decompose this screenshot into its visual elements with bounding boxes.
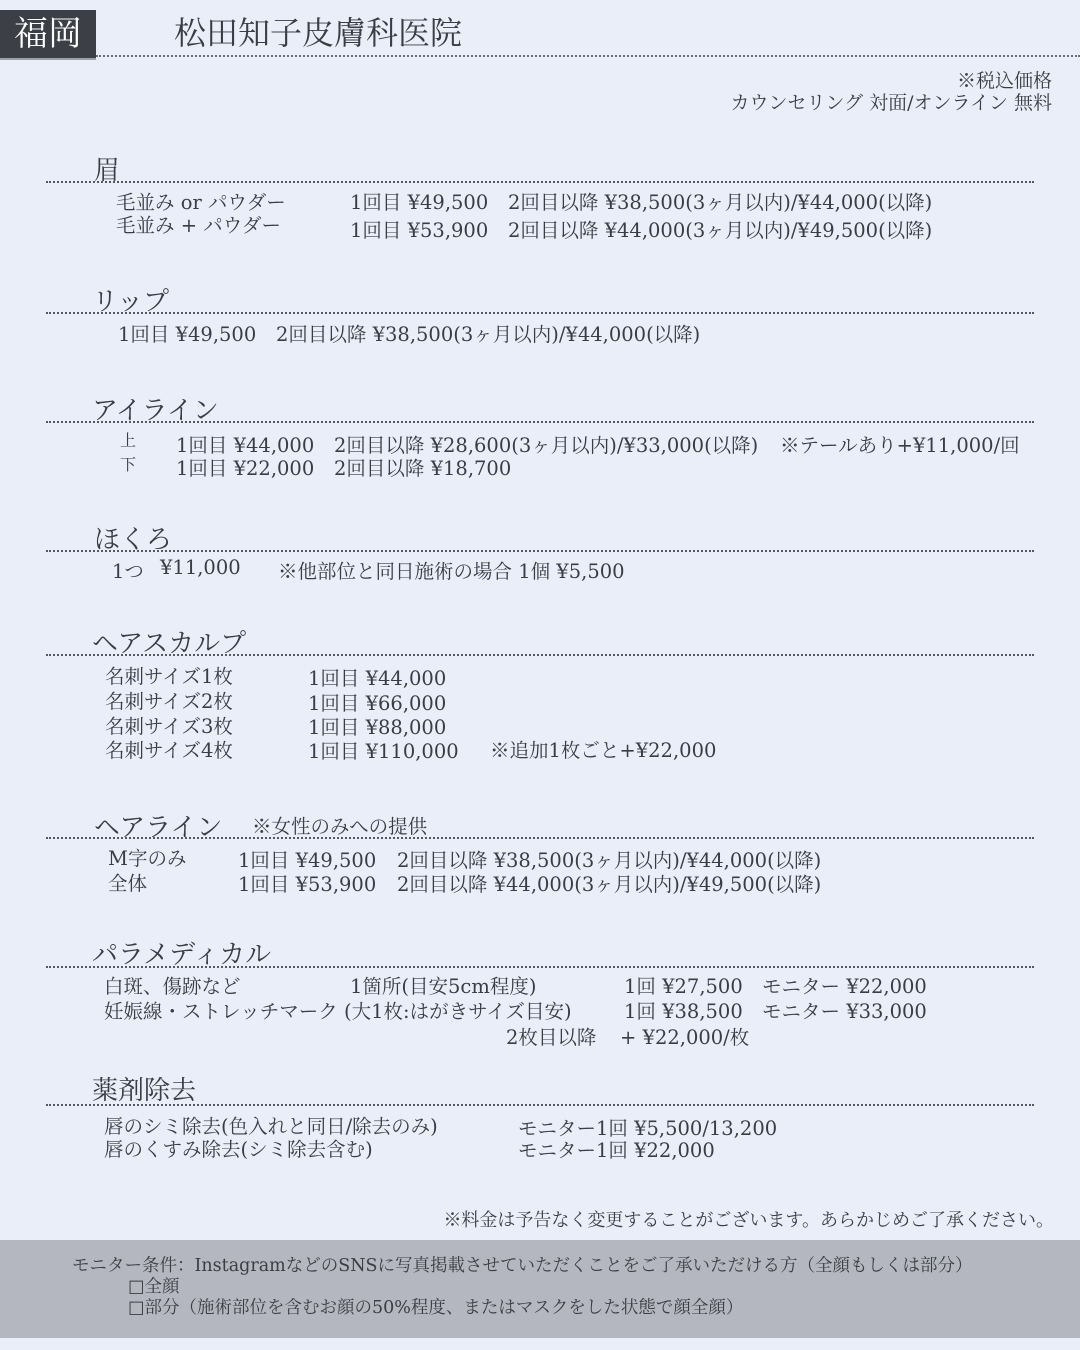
price-change-note: ※料金は予告なく変更することがございます。あらかじめご了承ください。 — [443, 1210, 1054, 1231]
title-divider — [96, 55, 1080, 57]
removal-row-label: 唇のくすみ除去(シミ除去含む) — [104, 1138, 373, 1161]
section-title-removal: 薬剤除去 — [92, 1076, 197, 1106]
eyeline-row-repeat-price: 2回目以降 ¥18,700 — [334, 457, 512, 480]
clinic-name: 松田知子皮膚科医院 — [174, 14, 463, 52]
brow-row-label: 毛並み + パウダー — [116, 214, 282, 237]
paramedical-row-price: 1回 ¥38,500 — [624, 1000, 743, 1023]
paramedical-extra-price: + ¥22,000/枚 — [620, 1026, 750, 1049]
section-divider — [46, 837, 1034, 839]
section-divider — [46, 1104, 1034, 1106]
lip-row-repeat-price: 2回目以降 ¥38,500(3ヶ月以内)/¥44,000(以降) — [276, 323, 701, 346]
removal-row-price: モニター1回 ¥22,000 — [518, 1139, 715, 1162]
counseling-note: カウンセリング 対面/オンライン 無料 — [730, 92, 1052, 114]
paramedical-row-label: 白斑、傷跡など — [104, 975, 241, 998]
hairline-row-repeat-price: 2回目以降 ¥38,500(3ヶ月以内)/¥44,000(以降) — [397, 849, 822, 872]
brow-row-first-price: 1回目 ¥49,500 — [350, 191, 489, 214]
scalp-row-first-price: 1回目 ¥110,000 — [308, 740, 459, 763]
eyeline-row-label: 下 — [120, 455, 137, 474]
paramedical-row-label: 妊娠線・ストレッチマーク (大1枚:はがきサイズ目安) — [104, 1000, 572, 1023]
monitor-option-full: □全顔 — [128, 1277, 180, 1297]
eyeline-tail-note: ※テールあり+¥11,000/回 — [780, 434, 1020, 457]
eyeline-row-label: 上 — [120, 431, 137, 450]
hairline-row-label: 全体 — [108, 872, 148, 895]
section-divider — [46, 181, 1034, 183]
eyeline-row-first-price: 1回目 ¥22,000 — [176, 457, 315, 480]
paramedical-row-detail: 1箇所(目安5cm程度) — [350, 975, 537, 998]
scalp-row-label: 名刺サイズ1枚 — [105, 665, 233, 688]
scalp-row-label: 名刺サイズ3枚 — [105, 715, 233, 738]
scalp-row-label: 名刺サイズ4枚 — [105, 739, 233, 762]
scalp-add-note: ※追加1枚ごと+¥22,000 — [490, 739, 717, 762]
paramedical-row-monitor-price: モニター ¥22,000 — [762, 975, 927, 998]
hairline-row-repeat-price: 2回目以降 ¥44,000(3ヶ月以内)/¥49,500(以降) — [397, 873, 822, 896]
eyeline-row-first-price: 1回目 ¥44,000 — [176, 434, 315, 457]
section-title-scalp: ヘアスカルプ — [92, 629, 247, 659]
brow-row-first-price: 1回目 ¥53,900 — [350, 219, 489, 242]
tax-note: ※税込価格 — [956, 70, 1052, 92]
section-title-paramedical: パラメディカル — [92, 940, 272, 970]
brow-row-repeat-price: 2回目以降 ¥38,500(3ヶ月以内)/¥44,000(以降) — [508, 191, 933, 214]
city-badge: 福岡 — [0, 10, 96, 58]
paramedical-row-price: 1回 ¥27,500 — [624, 975, 743, 998]
section-divider — [46, 421, 1034, 423]
mole-row-label: 1つ — [112, 560, 144, 583]
brow-row-label: 毛並み or パウダー — [116, 191, 286, 214]
section-title-eyeline: アイライン — [92, 396, 219, 426]
eyeline-row-repeat-price: 2回目以降 ¥28,600(3ヶ月以内)/¥33,000(以降) — [334, 434, 759, 457]
scalp-row-first-price: 1回目 ¥66,000 — [308, 692, 447, 715]
hairline-row-label: M字のみ — [108, 847, 187, 870]
scalp-row-label: 名刺サイズ2枚 — [105, 690, 233, 713]
section-divider — [46, 312, 1034, 314]
mole-row-note: ※他部位と同日施術の場合 1個 ¥5,500 — [278, 560, 625, 583]
scalp-row-first-price: 1回目 ¥88,000 — [308, 716, 447, 739]
section-title-hairline: ヘアライン — [94, 813, 223, 843]
section-title-mole: ほくろ — [94, 525, 173, 555]
monitor-condition-text: モニター条件：InstagramなどのSNSに写真掲載させていただくことをご了承いただける方（全顔もしくは部分） — [72, 1256, 973, 1276]
section-title-brow: 眉 — [94, 156, 121, 186]
brow-row-repeat-price: 2回目以降 ¥44,000(3ヶ月以内)/¥49,500(以降) — [508, 219, 933, 242]
hairline-women-only-note: ※女性のみへの提供 — [252, 815, 428, 838]
monitor-option-partial: □部分（施術部位を含むお顔の50%程度、またはマスクをした状態で顔全顔） — [128, 1298, 744, 1318]
section-divider — [46, 966, 1034, 968]
removal-row-label: 唇のシミ除去(色入れと同日/除去のみ) — [104, 1115, 438, 1138]
mole-row-price: ¥11,000 — [160, 556, 241, 579]
lip-row-first-price: 1回目 ¥49,500 — [118, 323, 257, 346]
hairline-row-first-price: 1回目 ¥49,500 — [238, 849, 377, 872]
paramedical-extra-label: 2枚目以降 — [506, 1026, 597, 1049]
section-title-lip: リップ — [92, 287, 169, 317]
hairline-row-first-price: 1回目 ¥53,900 — [238, 873, 377, 896]
section-divider — [46, 550, 1034, 552]
removal-row-price: モニター1回 ¥5,500/13,200 — [518, 1117, 778, 1140]
paramedical-row-monitor-price: モニター ¥33,000 — [762, 1000, 927, 1023]
section-divider — [46, 654, 1034, 656]
scalp-row-first-price: 1回目 ¥44,000 — [308, 667, 447, 690]
